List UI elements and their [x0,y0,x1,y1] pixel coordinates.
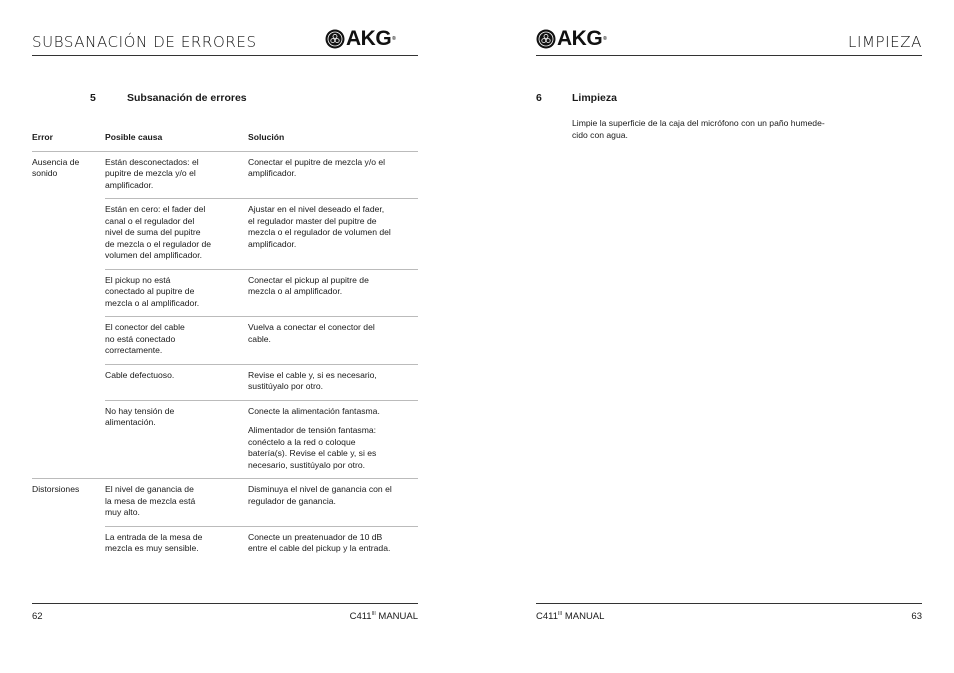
error-cell [32,526,105,562]
akg-logo [325,28,395,50]
column-header-cause: Posible causa [105,132,163,142]
header-divider [32,55,418,56]
cause-cell: Están desconectados: el pupitre de mezcla y/o el amplificador. [105,151,248,199]
solution-cell [248,364,418,400]
solution-cell [248,479,418,527]
page-header-title: LIMPIEZA [847,33,922,51]
solution-cell [248,526,418,562]
akg-seal-icon [325,29,345,49]
manual-label: $C411^{III}$ MANUAL [349,611,418,623]
cause-cell: El pickup no está conectado al pupitre de mezcla o al amplificador. [105,269,248,317]
solution-text: Conecte la alimentación fantasma. [248,405,380,416]
error-cell: Ausencia de sonido [32,156,80,178]
left-page [32,0,418,673]
cause-cell: La entrada de la mesa de mezcla es muy sensible. [105,531,203,553]
solution-text: Disminuya el nivel de ganancia con el regulador de ganancia. [248,484,392,506]
page-header-title: SUBSANACIÓN DE ERRORES [32,33,257,51]
section-title: Subsanación de errores [127,92,247,104]
error-cell [32,364,105,400]
solution-cell [248,199,418,270]
solution-cell [248,400,418,479]
table-row [32,526,418,562]
section-number: 6 [536,92,542,104]
solution-text: Revise el cable y, si es necesario, sustitúyalo por otro. [248,369,377,391]
column-header-solution: Solución [248,132,285,142]
solution-text: Conectar el pupitre de mezcla y/o el amplificador. [248,156,386,178]
akg-seal-icon [536,29,556,49]
error-cell: Distorsiones [32,484,80,494]
error-cell [32,199,105,270]
table-row [32,151,418,199]
akg-logo-text: AKG® [557,27,607,50]
error-cell [32,317,105,365]
table-row [32,400,418,479]
table-row [32,364,418,400]
right-page [536,0,922,673]
cause-cell: No hay tensión de alimentación. [105,400,248,479]
solution-text: Ajustar en el nivel deseado el fader, el regulador master del pupitre de mezcla o el regulador de volumen del amplificador. [248,204,391,249]
section-number: 5 [90,92,96,104]
akg-logo [536,28,606,50]
footer-divider [536,603,922,604]
solution-text: Alimentador de tensión fantasma: conéctelo a la red o coloque batería(s). Revise el cable y, si es necesario, sustitúyalo por otro. [248,425,377,470]
solution-text: Conecte un preatenuador de 10 dB entre el cable del pickup y la entrada. [248,531,391,553]
solution-text: Conectar el pickup al pupitre de mezcla o al amplificador. [248,274,369,296]
manual-label: $C411^{III}$ MANUAL [536,611,605,623]
cleaning-instructions: Limpie la superficie de la caja del micrófono con un paño humede- cido con agua. [572,118,825,140]
table-row [32,479,418,527]
footer-divider [32,603,418,604]
solution-cell [248,269,418,317]
error-cell [32,269,105,317]
page-number: 62 [32,611,43,622]
header-divider [536,55,922,56]
table-header-row [32,132,418,151]
column-header-error: Error [32,132,54,142]
akg-logo-text: AKG® [346,27,396,50]
section-title: Limpieza [572,92,617,104]
cause-cell: El conector del cable no está conectado correctamente. [105,317,248,365]
cause-cell: Están en cero: el fader del canal o el regulador del nivel de suma del pupitre de mezcla o el regulador de volumen del amplificador. [105,199,248,270]
solution-cell [248,151,418,199]
solution-text: Vuelva a conectar el conector del cable. [248,322,375,344]
cause-cell: Cable defectuoso. [105,364,248,400]
error-cell [32,400,105,479]
troubleshooting-table [32,132,418,562]
solution-cell [248,317,418,365]
cause-cell: El nivel de ganancia de la mesa de mezcla está muy alto. [105,479,248,527]
table-row [32,199,418,270]
page-number: 63 [911,611,922,622]
table-row [32,269,418,317]
table-row [32,317,418,365]
